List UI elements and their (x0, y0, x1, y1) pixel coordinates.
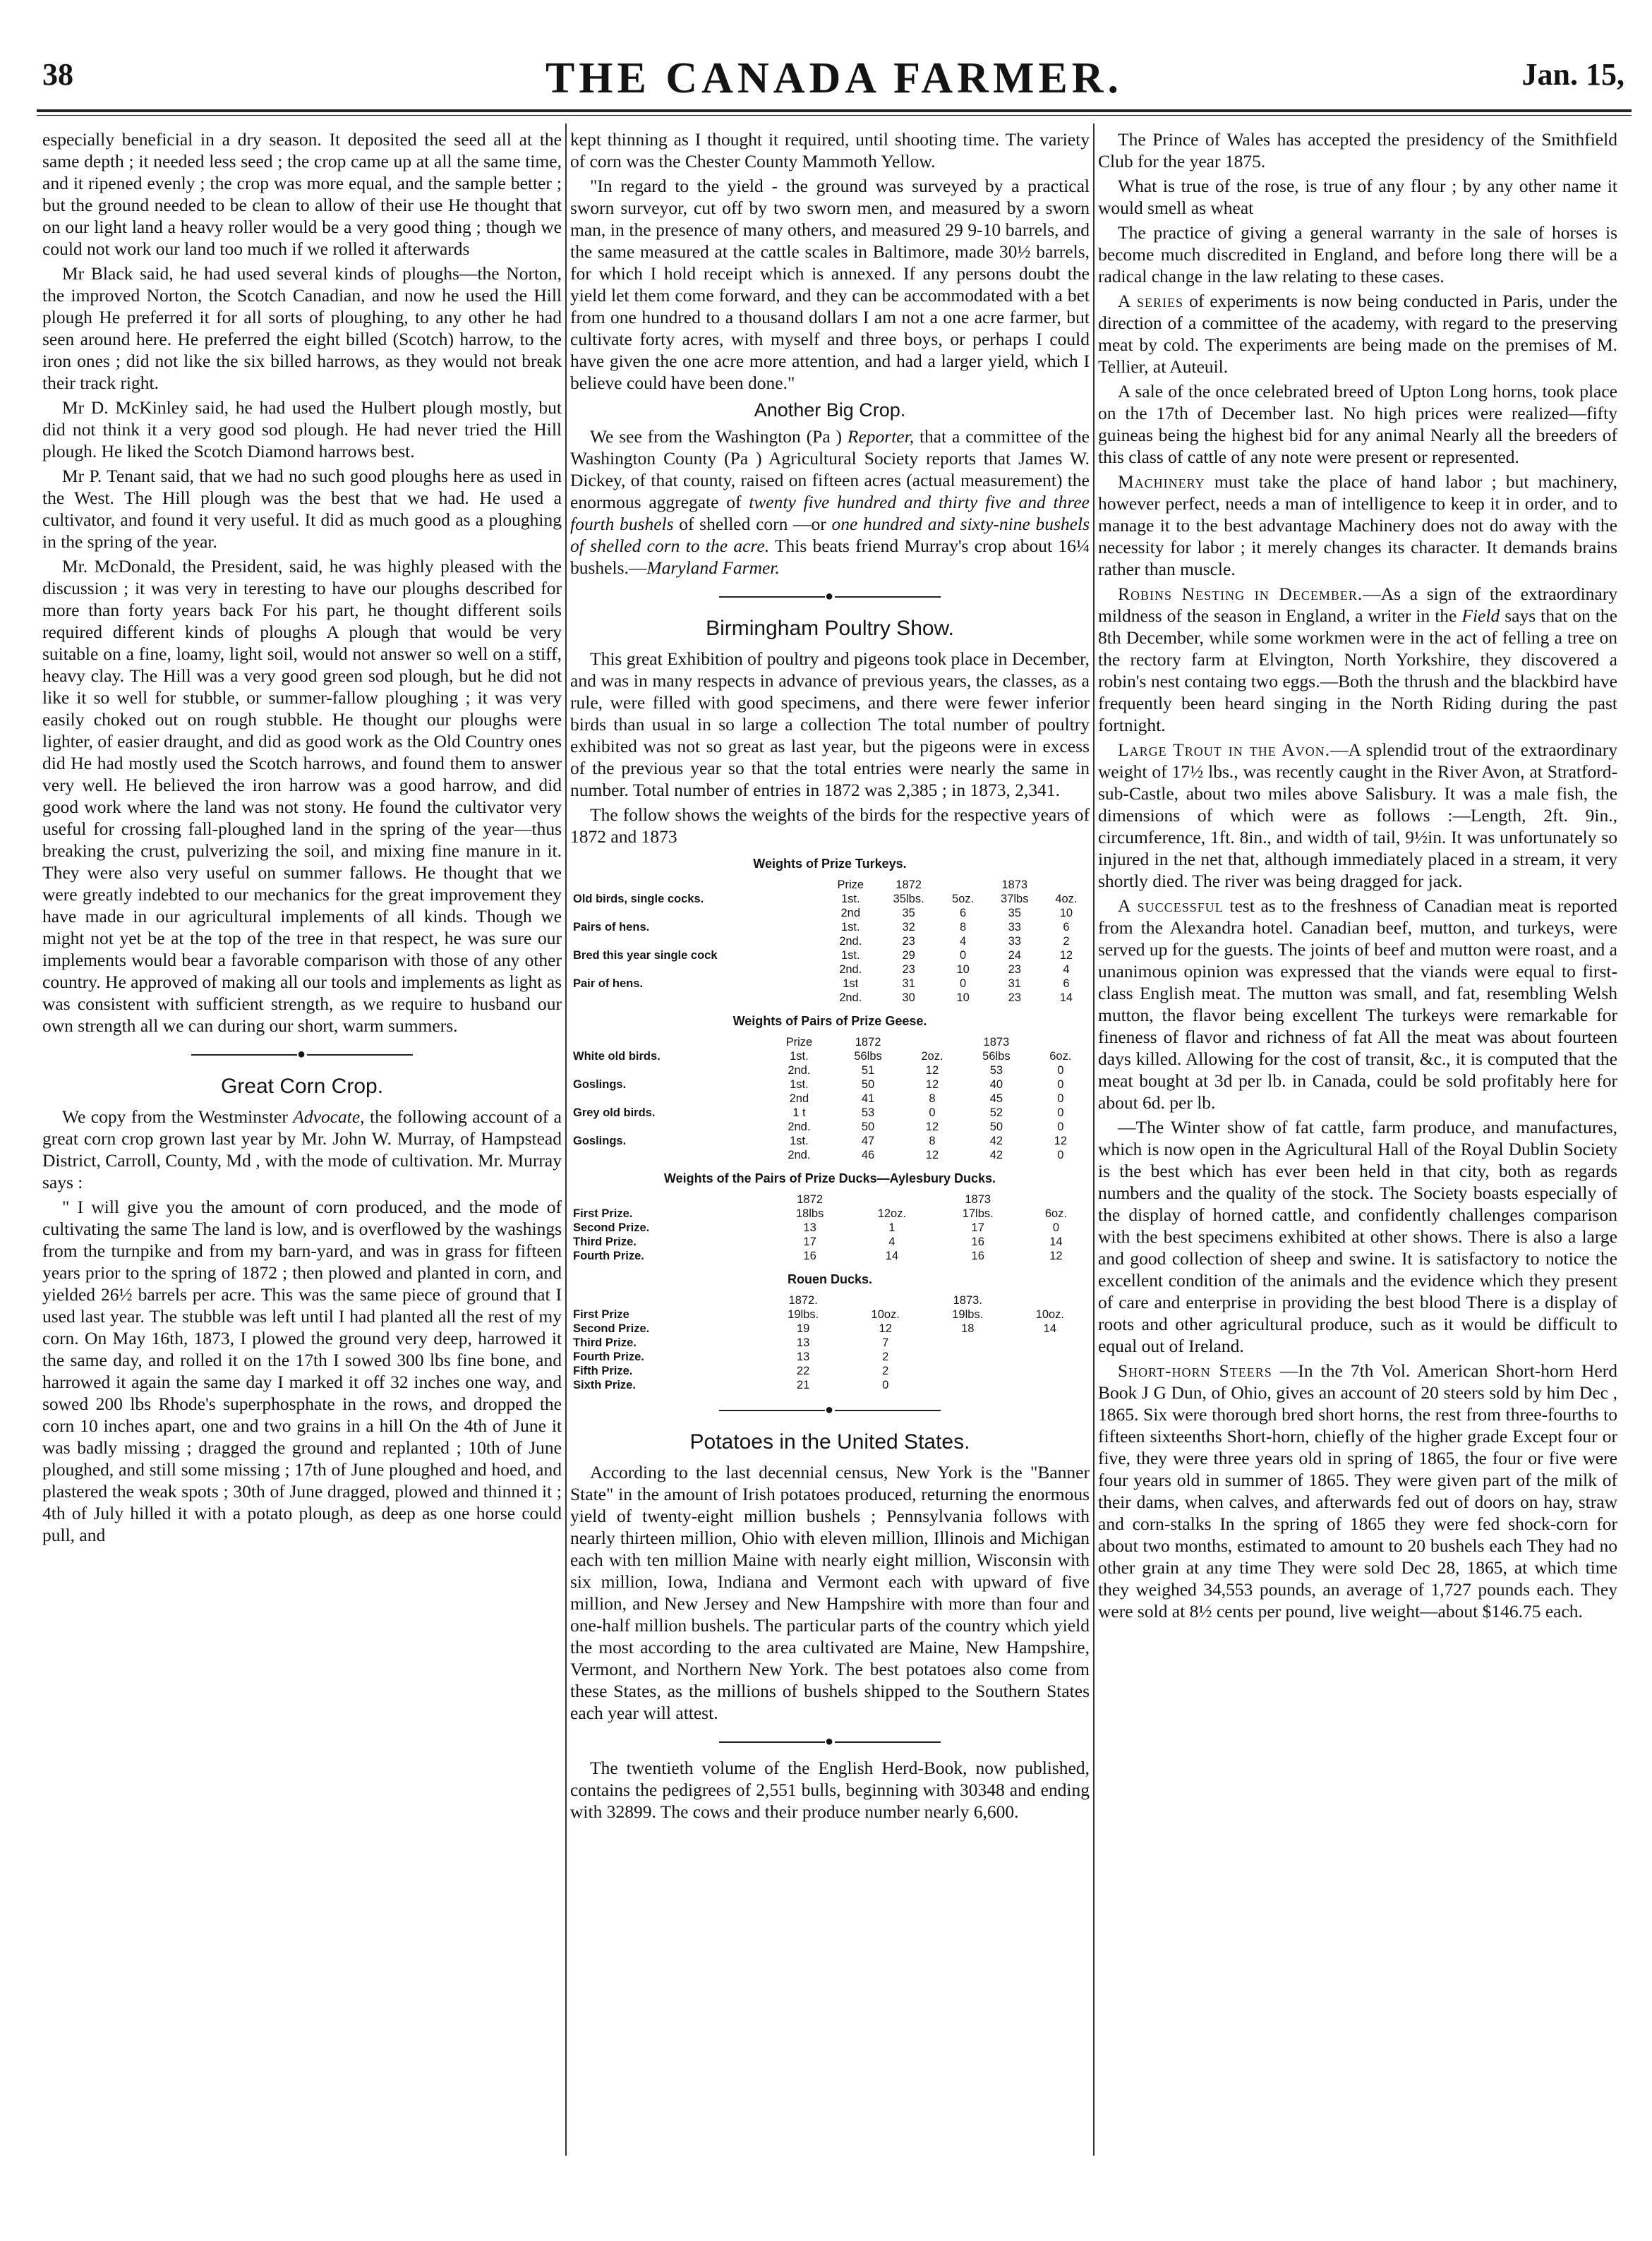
paragraph: The follow shows the weights of the birds for the respective years of 1872 and 1873 (570, 804, 1090, 847)
row-label (570, 991, 824, 1005)
table-cell: 2nd (789, 1092, 809, 1105)
table-cell: 1872 (797, 1193, 823, 1206)
table-cell: 12 (1059, 949, 1073, 962)
row-label: Second Prize. (573, 1221, 650, 1234)
row-label (570, 1148, 766, 1162)
table-cell: 1st. (790, 1050, 809, 1063)
paragraph: —The Winter show of fat cattle, farm produce, and manufactures, which is now open in the Agricultural Hall of the Royal Dublin Society is the best which has ever been held in that city, both as regards numbers and the quality of the stock. The Society boasts especially of the display of horned cattle, and confidently challenges comparison with the best specimens exhibited at other shows. There is also a large and good collection of sheep and swine. It is satisfactory to notice the excellent condition of the animals and the evidence which they present of care and enterprise in providing the best blood There is a display of roots and other agricultural produce, such as it would be difficult to equal out of Ireland. (1098, 1117, 1617, 1356)
table-cell: 2nd. (788, 1149, 811, 1161)
table-cell: 13 (797, 1336, 810, 1349)
paragraph: " I will give you the amount of corn produced, and the mode of cultivating the same The land is low, and is overflowed by the washings from the turnpike and from my barn-yard, and was in grass for fifteen years prior to the spring of 1872 ; then plowed and planted in corn, and yielded 26½ barrels per acre. This was the same piece of ground that I used last year. The stubble was left until I had planted all the rest of my corn. On May 16th, 1873, I plowed the ground very deep, harrowed it the same day, and rolled it on the 17th I sowed 300 lbs fine bone, and harrowed it again the same day I marked it off 32 inches one way, and sowed 200 lbs Rhode's superphosphate in the rows, and dropped the corn 10 inches apart, one and two grains in a hill On the 4th of June it was badly missing ; dragged the ground and replanted ; 10th of June ploughed, and still some missing ; 17th of June ploughed and hoed, and plastered the weak spots ; 30th of June dragged, plowed and thinned it ; 4th of July hilled it with a potato plough, as deep as one horse could pull, and (42, 1197, 562, 1545)
row-label: White old birds. (573, 1050, 661, 1063)
table-cell: 1 t (792, 1106, 806, 1119)
table-cell: 7 (882, 1336, 889, 1349)
table-row (570, 1322, 1090, 1336)
table-cell: 56lbs (982, 1050, 1011, 1063)
table-cell: 42 (989, 1135, 1003, 1147)
column-middle (570, 128, 1090, 2168)
table-row (570, 892, 1090, 906)
table-cell: 31 (902, 977, 915, 990)
row-label: First Prize (573, 1308, 629, 1321)
table-cell: 35lbs. (893, 893, 924, 905)
table-cell: 1872 (855, 1036, 881, 1049)
rouen-ducks-table (570, 1293, 1090, 1392)
table-cell: 8 (929, 1092, 936, 1105)
table-cell: 18lbs (795, 1207, 824, 1220)
table-cell: 8 (960, 921, 967, 934)
section-divider: ● (570, 586, 1090, 608)
paragraph: A sale of the once celebrated breed of Upton Long horns, took place on the 17th of December last. No high prices were realized—fifty guineas being the highest bid for any animal Nearly all the breeders of this class of cattle of any note were present or represented. (1098, 381, 1617, 467)
table-cell: 1st. (840, 921, 860, 934)
table-cell: 2 (1063, 935, 1070, 948)
table-cell: 23 (902, 935, 915, 948)
table-cell: 16 (803, 1250, 816, 1262)
table-cell: 50 (861, 1078, 875, 1091)
table-cell: 1872 (896, 878, 922, 891)
table-cell: Prize (785, 1036, 813, 1049)
table-cell: 13 (797, 1351, 810, 1363)
table-cell: 0 (1052, 1221, 1060, 1234)
section-divider: ● (42, 1044, 562, 1065)
table-cell: 56lbs (854, 1050, 882, 1063)
table-row (570, 1307, 1090, 1322)
table-row (570, 991, 1090, 1005)
table-cell: 1st. (840, 893, 860, 905)
table-cell (1011, 1364, 1090, 1378)
column-left (42, 128, 562, 2168)
table-cell: 51 (861, 1064, 875, 1077)
table-cell (1023, 1192, 1090, 1207)
paragraph: The Prince of Wales has accepted the presidency of the Smithfield Club for the year 1875. (1098, 129, 1617, 171)
row-label (570, 878, 824, 892)
row-label (570, 1035, 766, 1049)
row-label: First Prize. (573, 1207, 633, 1220)
table-cell: 12 (925, 1149, 939, 1161)
table-cell: 14 (1049, 1236, 1063, 1248)
table-row (570, 1148, 1090, 1162)
paragraph: What is true of the rose, is true of any flour ; by any other name it would smell as wheat (1098, 176, 1617, 218)
row-label: Pairs of hens. (573, 921, 650, 934)
table-cell (1032, 1035, 1090, 1049)
table-cell: 0 (960, 949, 967, 962)
table-cell: 31 (1008, 977, 1021, 990)
row-label (570, 1120, 766, 1134)
table-cell: 33 (1008, 935, 1021, 948)
geese-table (570, 1035, 1090, 1162)
paragraph: Mr P. Tenant said, that we had no such good ploughs here as used in the West. The Hill plough was the best that we had. He used a cultivator, and found it very useful. It did as much good as a ploughing in the spring of the year. (42, 466, 562, 552)
table-cell: 19lbs. (788, 1308, 819, 1321)
table-row (570, 977, 1090, 991)
row-label (570, 1192, 769, 1207)
table-title: Weights of the Pairs of Prize Ducks—Aylesbury Ducks. (663, 1171, 996, 1185)
table-cell: 6 (1063, 977, 1070, 990)
paragraph: kept thinning as I thought it required, until shooting time. The variety of corn was the Chester County Mammoth Yellow. (570, 129, 1090, 171)
turkeys-table (570, 878, 1090, 1005)
table-cell (1011, 1293, 1090, 1307)
table-cell: 10 (956, 991, 970, 1004)
table-row (570, 1235, 1090, 1249)
table-cell: 12 (925, 1078, 939, 1091)
page-header (37, 51, 1632, 107)
table-cell: 2nd. (839, 991, 862, 1004)
table-cell: 32 (902, 921, 915, 934)
table-cell: 12 (1054, 1135, 1068, 1147)
table-cell: 12 (925, 1064, 939, 1077)
paragraph: According to the last decennial census, New York is the "Banner State" in the amount of Irish potatoes produced, returning the enormous yield of twenty-eight million bushels ; Pennsylvania follows with nearly thirteen million, Ohio with eleven million, Illinois and Michigan each with ten million Maine with nearly eight million, Wisconsin with six million, Iowa, Indiana and Vermont each with upward of five million, and New Jersey and New Hampshire with more than four and one-half million bushels. The particular parts of the country which yield the most according to the area cultivated are Maine, New Hampshire, Vermont, and Northern New York. The best potatoes also come from these States, as the millions of bushels shipped to the Southern States each year will attest. (570, 1462, 1090, 1723)
paragraph: We copy from the Westminster Advocate, the following account of a great corn crop grown last year by Mr. John W. Murray, of Hampstead District, Carroll, County, Md , with the mode of cultivation. Mr. Murray says : (42, 1106, 562, 1192)
table-cell: Prize (837, 878, 864, 891)
paragraph: A successful test as to the freshness of Canadian meat is reported from the Alexandra hotel. Canadian beef, mutton, and turkeys, were served up for the guests. The joints of beef and mutton were roast, and a unanimous opinion was expressed that the viands were equal to first-class English meat. The mutton was small, and fat, resembling Welsh mutton, the flavor being excellent The turkeys were remarkable for fineness of flavor and richness of fat All the meat was about fourteen days killed. Allowing for the cost of transit, &c., it is computed that the meat bought at 3d per lb. in Canada, could be sold profitably here for about 6d. per lb. (1098, 895, 1617, 1113)
table-cell: 0 (1057, 1149, 1064, 1161)
table-header-row (570, 1035, 1090, 1049)
paragraph: A series of experiments is now being conducted in Paris, under the direction of a committee of the academy, with regard to the preserving meat by cold. The experiments are being made on the premises of M. Tellier, at Auteuil. (1098, 291, 1617, 377)
table-cell: 22 (797, 1365, 810, 1377)
table-row (570, 1120, 1090, 1134)
row-label (570, 934, 824, 948)
table-cell: 35 (902, 907, 915, 919)
paragraph: This great Exhibition of poultry and pigeons took place in December, and was in many respects in advance of previous years, the classes, as a rule, were filled with good specimens, and there were fewer inferior birds than usual in so large a collection The total number of poultry exhibited was not so great as last year, but the pigeons were in excess of the previous year so that the total entries were nearly the same in number. Total number of entries in 1872 was 2,385 ; in 1873, 2,341. (570, 648, 1090, 800)
table-row (570, 934, 1090, 948)
table-cell: 30 (902, 991, 915, 1004)
table-row (570, 1221, 1090, 1235)
table-cell: 0 (1057, 1120, 1064, 1133)
table-cell: 10oz. (1035, 1308, 1065, 1321)
table-cell: 6 (1063, 921, 1070, 934)
row-label: Third Prize. (573, 1236, 637, 1248)
row-label: Fourth Prize. (573, 1250, 644, 1262)
issue-date: Jan. 15, (1521, 57, 1624, 92)
table-cell: 16 (971, 1250, 984, 1262)
paragraph: Short-horn Steers —In the 7th Vol. American Short-horn Herd Book J G Dun, of Ohio, gives an account of 20 steers sold by him Dec , 1865. Six were thorough bred short horns, the rest from three-fourths to fifteen sixteenths Short-horn, chiefly of the higher grade Except four or five, they were three years old in spring of 1865, the four or five were four years old in summer of 1865. They were given part of the milk of their dams, when calves, and afterwards fed out of doors on hay, straw and corn-stalks In the spring of 1865 they were fed shock-corn for about two months, estimated to amount to 20 bushels each They had no other grain at any time They were sold Dec 28, 1865, at which time they weighed 34,553 pounds, an average of 1,727 pounds each. They were sold at 8½ cents per pound, live weight—about $146.75 each. (1098, 1360, 1617, 1621)
table-cell: 6 (960, 907, 967, 919)
row-label (570, 962, 824, 977)
table-cell: 0 (1057, 1106, 1064, 1119)
table-cell: 5oz. (952, 893, 975, 905)
table-header-row (570, 1293, 1090, 1307)
paragraph: The practice of giving a general warranty in the sale of horses is become much discredited in England, and before long there will be a radical change in the law relating to these cases. (1098, 222, 1617, 286)
paragraph: especially beneficial in a dry season. It deposited the seed all at the same depth ; it needed less seed ; the crop came up at all the same time, and it ripened evenly ; the crop was more equal, and the sample better ; but the ground needed to be clean to allow of their use He thought that on our light land a heavy roller would be a very good thing ; though we could not work our land too much if we rolled it afterwards (42, 129, 562, 259)
table-cell: 0 (1057, 1064, 1064, 1077)
article-heading: Birmingham Poultry Show. (706, 617, 954, 640)
table-cell (903, 1035, 961, 1049)
paragraph: Mr. McDonald, the President, said, he was highly pleased with the discussion ; it was very in teresting to have our ploughs described for more than forty years back For his part, he thought different soils required different kinds of ploughs A plough that would be very suitable on a fine, loamy, light soil, would not answer so well on a stiff, heavy clay. The Hill was a very good green sod plough, but he did not like it so well for stubble, or summer-fallow ploughing ; it was very easily choked out on rough stubble. He thought our ploughs were lighter, of easier draught, and did as good work as the Old Country ones did He had mostly used the Scotch harrows, and found them to answer very well. He believed the iron harrow was a good harrow, and did good work where the land was not stony. He found the cultivator very useful for crossing fall-ploughed land in the spring of the year—thus breaking the crust, pulverizing the soil, and mixing fine manure in it. They were also very useful on summer fallows. He thought that we were greatly indebted to our mechanics for the great improvement they have made in our agricultural implements of all kinds. Though we might not yet be at the top of the tree in that respect, he was sure our implements would bear a favorable comparison with those of any other country. He approved of making all our tools and implements as light as was consistent with sufficient strength, as we require to husband our own strength all we can during our short, warm summers. (42, 556, 562, 1036)
table-cell: 37lbs (1001, 893, 1029, 905)
table-row (570, 1049, 1090, 1063)
table-row (570, 1077, 1090, 1092)
table-cell: 13 (803, 1221, 816, 1234)
table-cell (925, 1336, 1011, 1350)
table-title: Rouen Ducks. (787, 1272, 873, 1286)
table-cell: 23 (1008, 963, 1021, 976)
table-cell: 53 (989, 1064, 1003, 1077)
table-cell: 6oz. (1044, 1207, 1068, 1220)
table-cell: 2nd. (788, 1064, 811, 1077)
paragraph: Large Trout in the Avon.—A splendid trout of the extraordinary weight of 17½ lbs., was recently caught in the River Avon, at Stratford-sub-Castle, about two miles above Salisbury. It was a male fish, the dimensions of which were as follows :—Length, 2ft. 9in., circumference, 1ft. 8in., and width of tail, 9½in. It was unfortunately so injured in the net that, although immediately placed in a stream, it very shortly died. The river was being dragged for jack. (1098, 739, 1617, 891)
row-label: Sixth Prize. (573, 1379, 636, 1391)
table-title: Weights of Pairs of Prize Geese. (732, 1014, 927, 1028)
table-header-row (570, 1192, 1090, 1207)
paragraph: The twentieth volume of the English Herd-Book, now published, contains the pedigrees of 2,551 bulls, beginning with 30348 and ending with 32899. The cows and their produce number nearly 6,600. (570, 1758, 1090, 1822)
table-cell: 53 (861, 1106, 875, 1119)
row-label: Goslings. (573, 1135, 627, 1147)
table-header-row (570, 878, 1090, 892)
table-cell: 12oz. (877, 1207, 907, 1220)
row-label (570, 1063, 766, 1077)
table-cell: 47 (861, 1135, 875, 1147)
table-cell (940, 878, 987, 892)
column-divider (1093, 123, 1095, 2156)
table-row (570, 948, 1090, 962)
table-row (570, 1134, 1090, 1148)
table-cell: 6oz. (1049, 1050, 1072, 1063)
table-row (570, 1336, 1090, 1350)
table-row (570, 1092, 1090, 1106)
article-heading: Another Big Crop. (754, 399, 906, 421)
row-label: Third Prize. (573, 1336, 637, 1349)
table-cell: 52 (989, 1106, 1003, 1119)
table-row (570, 1364, 1090, 1378)
table-cell: 2 (882, 1351, 889, 1363)
table-row (570, 906, 1090, 920)
table-cell (925, 1364, 1011, 1378)
table-row (570, 1207, 1090, 1221)
table-cell: 0 (929, 1106, 936, 1119)
masthead-title: THE CANADA FARMER. (545, 54, 1123, 102)
table-cell: 2nd. (839, 963, 862, 976)
table-cell: 10 (1059, 907, 1073, 919)
row-label: Goslings. (573, 1078, 627, 1091)
table-cell (1043, 878, 1090, 892)
section-divider: ● (570, 1399, 1090, 1421)
row-label (570, 1092, 766, 1106)
table-cell: 14 (1043, 1322, 1057, 1335)
table-cell (925, 1378, 1011, 1392)
page-number: 38 (42, 57, 73, 92)
table-cell: 29 (902, 949, 915, 962)
table-cell: 17lbs. (962, 1207, 994, 1220)
table-cell: 4 (960, 935, 967, 948)
table-cell: 1st. (790, 1078, 809, 1091)
table-cell (925, 1350, 1011, 1364)
table-cell: 33 (1008, 921, 1021, 934)
paragraph: Mr D. McKinley said, he had used the Hulbert plough mostly, but did not think it a very good sod plough. He had never tried the Hill plough. He liked the Scotch Diamond harrows best. (42, 397, 562, 461)
table-cell: 2nd (840, 907, 861, 919)
table-cell (850, 1192, 933, 1207)
table-cell: 1 (888, 1221, 896, 1234)
ducks-table (570, 1192, 1090, 1263)
row-label: Fourth Prize. (573, 1351, 644, 1363)
table-cell: 4oz. (1055, 893, 1078, 905)
row-label: Grey old birds. (573, 1106, 656, 1119)
table-cell: 17 (971, 1221, 984, 1234)
row-label: Fifth Prize. (573, 1365, 633, 1377)
table-cell: 4 (1063, 963, 1070, 976)
table-cell: 1873 (1001, 878, 1028, 891)
table-cell: 1st. (840, 949, 860, 962)
table-cell: 1872. (788, 1294, 818, 1307)
table-cell: 10oz. (871, 1308, 900, 1321)
article-heading: Great Corn Crop. (220, 1075, 384, 1098)
row-label (570, 1293, 761, 1307)
paragraph: Mr Black said, he had used several kinds of ploughs—the Norton, the improved Norton, the Scotch Canadian, and now he used the Hill plough He preferred it for all sorts of ploughing, to any other he had seen around here. He preferred the eight billed (Scotch) harrow, to the iron ones ; did not like the six billed harrows, as they would not break their track right. (42, 263, 562, 393)
table-cell: 12 (879, 1322, 892, 1335)
row-label (570, 906, 824, 920)
table-cell: 2oz. (921, 1050, 943, 1063)
table-cell: 12 (1049, 1250, 1063, 1262)
paragraph: "In regard to the yield - the ground was surveyed by a practical sworn surveyor, cut off by two sworn men, and measured by a sworn man, in the presence of many others, and measured 29 9-10 barrels, and the same measured at the cattle scales in Baltimore, made 30½ barrels, for which I hold receipt which is annexed. If any persons doubt the yield let them come forward, and they can be accommodated with a bet from one hundred to a thousand dollars I am not a one acre farmer, but cultivate forty acres, with myself and three boys, or perhaps I could have given the one acre more attention, and had a larger yield, which I believe could have been done." (570, 176, 1090, 393)
paragraph: We see from the Washington (Pa ) Reporter, that a committee of the Washington County (Pa ) Agricultural Society reports that James W. Dickey, of that county, raised on fifteen acres (actual measurement) the enormous aggregate of twenty five hundred and thirty five and three fourth bushels of shelled corn —or one hundred and sixty-nine bushels of shelled corn to the acre. This beats friend Murray's crop about 16¼ bushels.—Maryland Farmer. (570, 426, 1090, 578)
table-cell: 12 (925, 1120, 939, 1133)
row-label: Bred this year single cock (573, 949, 718, 962)
table-cell: 19 (797, 1322, 810, 1335)
table-cell: 8 (929, 1135, 936, 1147)
table-cell: 1st (843, 977, 859, 990)
table-cell (1011, 1350, 1090, 1364)
table-cell: 23 (1008, 991, 1021, 1004)
table-row (570, 1106, 1090, 1120)
table-cell: 0 (1057, 1092, 1064, 1105)
table-cell: 1873 (983, 1036, 1010, 1049)
table-cell: 0 (960, 977, 967, 990)
table-cell: 50 (861, 1120, 875, 1133)
paragraph: Robins Nesting in December.—As a sign of the extraordinary mildness of the season in England, a writer in the Field says that on the 8th December, while some workmen were in the act of felling a tree on the rectory farm at Elvington, North Yorkshire, they discovered a robin's nest containg two eggs.—Both the thrush and the blackbird have frequently been heard singing in the North Riding during the past fortnight. (1098, 584, 1617, 735)
row-label: Old birds, single cocks. (573, 893, 704, 905)
table-cell: 45 (989, 1092, 1003, 1105)
table-cell: 24 (1008, 949, 1021, 962)
header-rule (37, 109, 1632, 112)
column-divider (565, 123, 567, 2156)
table-cell: 0 (1057, 1078, 1064, 1091)
table-cell: 2nd. (839, 935, 862, 948)
table-row (570, 1249, 1090, 1263)
table-cell: 18 (961, 1322, 975, 1335)
table-cell: 41 (861, 1092, 875, 1105)
table-cell: 0 (882, 1379, 889, 1391)
table-title: Weights of Prize Turkeys. (753, 857, 907, 871)
table-row (570, 1378, 1090, 1392)
table-cell: 10 (956, 963, 970, 976)
table-cell: 40 (989, 1078, 1003, 1091)
table-cell: 21 (797, 1379, 810, 1391)
header-rule-thin (37, 115, 1632, 116)
table-row (570, 962, 1090, 977)
row-label: Pair of hens. (573, 977, 644, 990)
table-cell: 42 (989, 1149, 1003, 1161)
table-cell: 46 (861, 1149, 875, 1161)
table-row (570, 1350, 1090, 1364)
table-cell (846, 1293, 925, 1307)
table-cell: 1873 (965, 1193, 991, 1206)
table-cell: 35 (1008, 907, 1021, 919)
table-cell (1011, 1336, 1090, 1350)
table-row (570, 1063, 1090, 1077)
column-right (1098, 128, 1617, 2168)
table-cell: 23 (902, 963, 915, 976)
table-cell: 2nd. (788, 1120, 811, 1133)
table-cell: 1st. (790, 1135, 809, 1147)
table-cell: 14 (1059, 991, 1073, 1004)
table-cell: 2 (882, 1365, 889, 1377)
table-cell: 17 (803, 1236, 816, 1248)
table-row (570, 920, 1090, 934)
article-heading: Potatoes in the United States. (689, 1430, 970, 1454)
table-cell: 50 (989, 1120, 1003, 1133)
table-cell: 4 (888, 1236, 896, 1248)
paragraph: Machinery must take the place of hand labor ; but machinery, however perfect, needs a man of intelligence to keep it in order, and to manage it to the best advantage Machinery does not do away with the necessity for labor ; it merely changes its character. It demands brains rather than muscle. (1098, 471, 1617, 579)
section-divider: ● (570, 1731, 1090, 1753)
table-cell: 19lbs. (952, 1308, 984, 1321)
table-cell: 1873. (953, 1294, 982, 1307)
row-label: Second Prize. (573, 1322, 650, 1335)
table-cell (1011, 1378, 1090, 1392)
table-cell: 16 (971, 1236, 984, 1248)
table-cell: 14 (885, 1250, 899, 1262)
